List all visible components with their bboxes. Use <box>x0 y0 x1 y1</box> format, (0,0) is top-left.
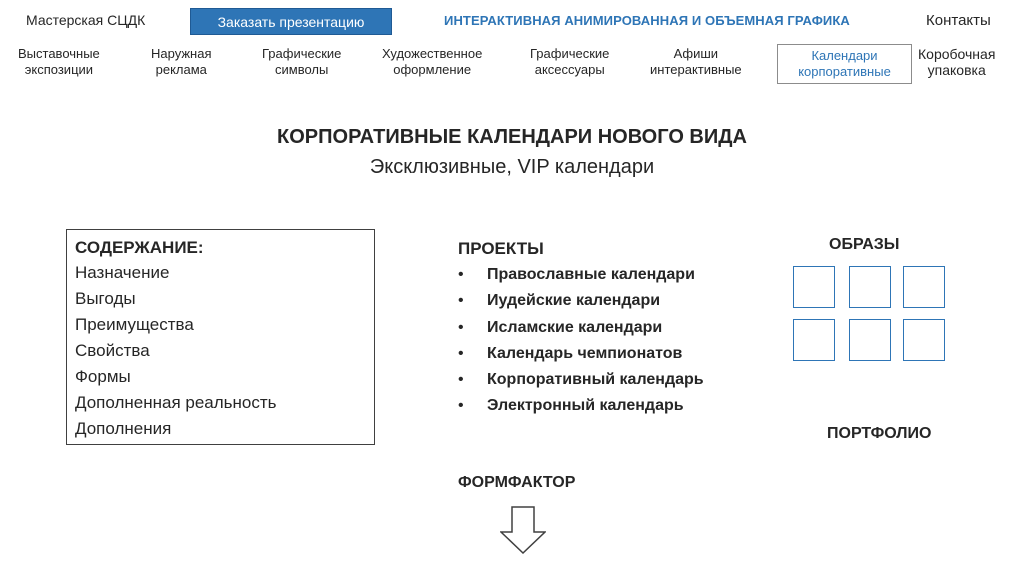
nav-item-graphic-symbols[interactable] <box>262 46 341 78</box>
order-presentation-label: Заказать презентацию <box>217 13 365 30</box>
contents-item-properties[interactable]: Свойства <box>75 341 150 360</box>
nav-item-corporate-calendars[interactable] <box>777 44 912 84</box>
project-item-jewish[interactable]: • Иудейские календари <box>458 288 704 314</box>
project-item-corporate[interactable]: • Корпоративный календарь <box>458 367 704 393</box>
nav-item-label: Коробочная <box>918 46 996 62</box>
arrow-down-icon[interactable] <box>500 506 546 554</box>
project-item-championships[interactable]: • Календарь чемпионатов <box>458 341 704 367</box>
nav-item-label: Наружная <box>151 46 212 61</box>
image-thumbnail[interactable] <box>793 319 835 361</box>
image-thumbnail[interactable] <box>849 319 891 361</box>
project-item-orthodox[interactable]: • Православные календари <box>458 262 704 288</box>
contents-item-forms[interactable]: Формы <box>75 367 131 386</box>
nav-item-outdoor-advertising[interactable] <box>151 46 212 78</box>
projects-heading: ПРОЕКТЫ <box>458 239 544 258</box>
interactive-graphics-link[interactable]: ИНТЕРАКТИВНАЯ АНИМИРОВАННАЯ И ОБЪЕМНАЯ ГРАФИКА <box>444 13 850 28</box>
nav-item-label: Афиши <box>673 46 719 61</box>
nav-item-label: аксессуары <box>534 62 605 77</box>
image-thumbnail[interactable] <box>849 266 891 308</box>
contents-item-augmented-reality[interactable]: Дополненная реальность <box>75 393 277 412</box>
contacts-link[interactable]: Контакты <box>926 12 991 29</box>
projects-list <box>458 262 704 420</box>
contents-item-purpose[interactable]: Назначение <box>75 263 170 282</box>
nav-item-label: корпоративные <box>798 64 891 79</box>
nav-item-label: Выставочные <box>18 46 100 61</box>
nav-item-label: экспозиции <box>24 62 94 77</box>
nav-item-label: Графические <box>262 46 342 61</box>
nav-item-label: интерактивные <box>650 62 742 77</box>
project-item-islamic[interactable]: • Исламские календари <box>458 315 704 341</box>
nav-item-box-packaging[interactable] <box>918 46 995 78</box>
image-thumbnail[interactable] <box>793 266 835 308</box>
images-heading: ОБРАЗЫ <box>829 236 900 253</box>
page-title: КОРПОРАТИВНЫЕ КАЛЕНДАРИ НОВОГО ВИДА <box>277 126 747 148</box>
nav-item-label: Художественное <box>382 46 483 61</box>
nav-item-exhibitions[interactable] <box>18 46 100 78</box>
nav-item-label: Графические <box>530 46 610 61</box>
order-presentation-button[interactable] <box>190 8 392 35</box>
nav-item-label: символы <box>275 62 329 77</box>
nav-item-label: упаковка <box>927 62 986 78</box>
nav-item-graphic-accessories[interactable] <box>530 46 609 78</box>
formfactor-heading: ФОРМФАКТОР <box>458 474 576 491</box>
nav-item-label: оформление <box>393 62 472 77</box>
image-thumbnail[interactable] <box>903 266 945 308</box>
nav-item-label: Календари <box>811 48 878 63</box>
image-thumbnail[interactable] <box>903 319 945 361</box>
portfolio-link[interactable]: ПОРТФОЛИО <box>827 425 932 442</box>
project-item-electronic[interactable]: • Электронный календарь <box>458 393 704 419</box>
brand-name: Мастерская СЦДК <box>26 12 146 28</box>
nav-item-interactive-posters[interactable] <box>650 46 742 78</box>
contents-item-benefits[interactable]: Выгоды <box>75 289 136 308</box>
nav-item-art-design[interactable] <box>382 46 482 78</box>
contents-item-advantages[interactable]: Преимущества <box>75 315 194 334</box>
contents-heading: СОДЕРЖАНИЕ: <box>75 238 204 257</box>
contents-item-additions[interactable]: Дополнения <box>75 419 172 438</box>
page-subtitle: Эксклюзивные, VIP календари <box>369 156 655 178</box>
contents-box <box>66 229 375 445</box>
nav-item-label: реклама <box>155 62 207 77</box>
